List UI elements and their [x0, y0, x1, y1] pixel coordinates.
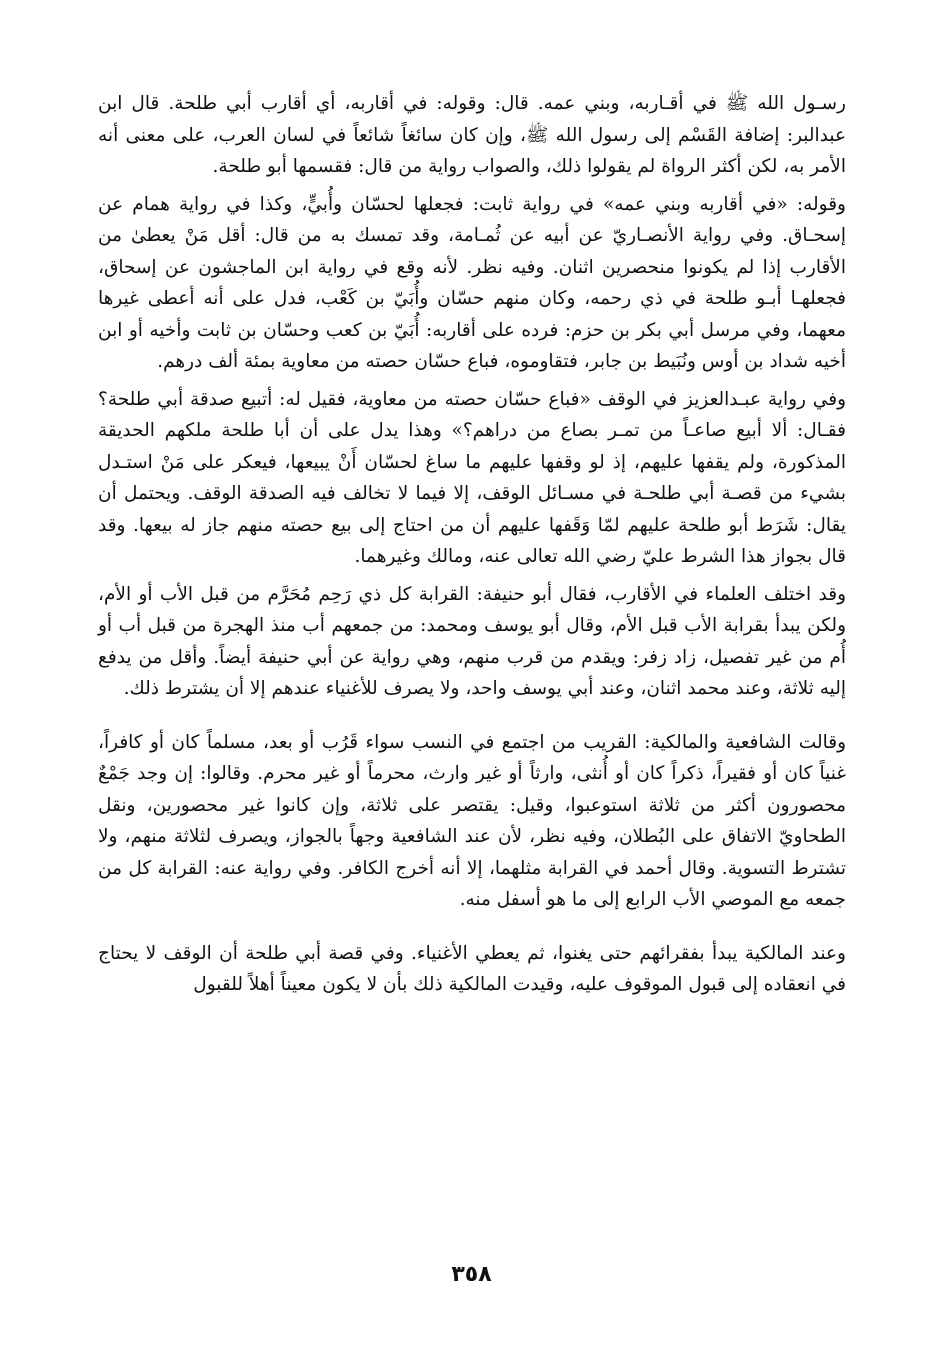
paragraph-1: رسـول الله ﷺ في أقـاربه، وبني عمه. قال: وقوله: في أقاربه، أي أقارب أبي طلحة. قال ابن عبدالبر: إضافة القَسْم إلى رسول الله ﷺ، وإن كان سائغاً شائعاً في لسان العرب، على معنى أنه الأمر به، لكن أكثر الرواة لم يقولوا ذلك، والصواب رواية من قال: فقسمها أبو طلحة. [98, 93, 846, 177]
page-body [98, 88, 846, 1001]
paragraph-2: وقوله: «في أقاربه وبني عمه» في رواية ثابت: فجعلها لحسّان وأُبيٍّ، وكذا في رواية همام عن إسحـاق. وفي رواية الأنصـاريّ عن أبيه عن ثُمـامة، وقد تمسك به من قال: أقل مَنْ يعطىٰ من الأقارب إذا لم يكونوا منحصرين اثنان. وفيه نظر. لأنه وقع في رواية ابن الماجشون عن إسحاق، فجعلهـا أبـو طلحة في ذي رحمه، وكان منهم حسّان وأُبَيّ بن كَعْب، فدل على أنه أعطى غيرها معهما، وفي مرسل أبي بكر بن حزم: فرده على أقاربه: أُبَيّ بن كعب وحسّان بن ثابت وأخيه أو ابن أخيه شداد بن أوس ونُبَيط بن جابر، فتقاوموه، فباع حسّان حصته من معاوية بمئة ألف درهم. [98, 193, 846, 372]
paragraph-5: وقالت الشافعية والمالكية: القريب من اجتمع في النسب سواء قَرُب أو بعد، مسلماً كان أو كافراً، غنياً كان أو فقيراً، ذكراً كان أو أُنثى، وارثاً أو غير وارث، محرماً أو غير محرم. وقالوا: إن وجد جَمْعٌ محصورون أكثر من ثلاثة استوعبوا، وقيل: يقتصر على ثلاثة، وإن كانوا غير محصورين، ونقل الطحاويّ الاتفاق على البُطلان، وفيه نظر، لأن عند الشافعية وجهاً بالجواز، ويصرف لثلاثة منهم، ولا تشترط التسوية. وقال أحمد في القرابة مثلهما، إلا أنه أخرج الكافر. وفي رواية عنه: القرابة كل من جمعه مع الموصي الأب الرابع إلى ما هو أسفل منه. [98, 731, 846, 910]
paragraph-4: وقد اختلف العلماء في الأقارب، فقال أبو حنيفة: القرابة كل ذي رَحِم مُحَرَّم من قبل الأب أو الأم، ولكن يبدأ بقرابة الأب قبل الأم، وقال أبو يوسف ومحمد: من جمعهم أب منذ الهجرة من قبل أب أو أُم من غير تفصيل، زاد زفر: ويقدم من قرب منهم، وهي رواية عن أبي حنيفة أيضاً. وأقل من يدفع إليه ثلاثة، وعند محمد اثنان، وعند أبي يوسف واحد، ولا يصرف للأغنياء عندهم إلا أن يشترط ذلك. [98, 583, 846, 699]
paragraph-3: وفي رواية عبـدالعزيز في الوقف «فباع حسّان حصته من معاوية، فقيل له: أتبيع صدقة أبي طلحة؟ فقـال: ألا أبيع صاعـاً من تمـر بصاع من دراهم؟» وهذا يدل على أن أبا طلحة ملكهم الحديقة المذكورة، ولم يقفها عليهم، إذ لو وقفها عليهم ما ساغ لحسّان أَنْ يبيعها، فيعكر على مَنْ استـدل بشيء من قصـة أبي طلحـة في مسـائل الوقف، إلا فيما لا تخالف فيه الصدقة الوقف. ويحتمل أن يقال: شَرَط أبو طلحة عليهم لمّا وَقَفها عليهم أن من احتاج إلى بيع حصته منهم جاز له بيعها. وقد قال بجواز هذا الشرط عليّ رضي الله تعالى عنه، ومالك وغيرهما. [98, 388, 846, 567]
page-number: ٣٥٨ [451, 1262, 492, 1287]
paragraph-6: وعند المالكية يبدأ بفقرائهم حتى يغنوا، ثم يعطي الأغنياء. وفي قصة أبي طلحة أن الوقف لا يحتاج في انعقاده إلى قبول الموقوف عليه، وقيدت المالكية ذلك بأن لا يكون معيناً أهلاً للقبول [98, 942, 846, 995]
